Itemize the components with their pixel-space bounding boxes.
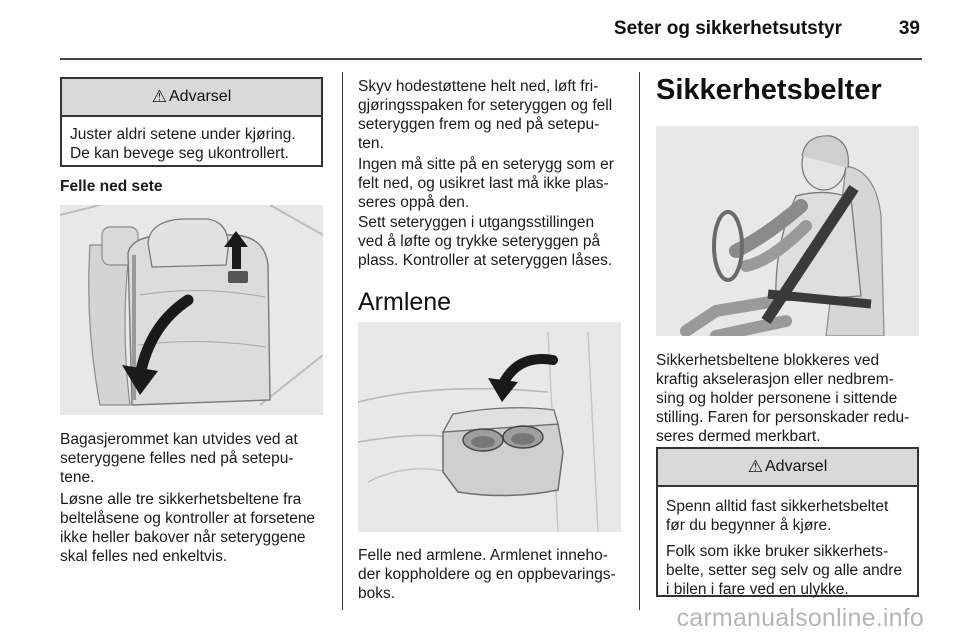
text-line: der koppholdere og en oppbevarings- xyxy=(358,566,616,583)
text-line: Spenn alltid fast sikkerhetsbeltet xyxy=(666,498,889,515)
warning-body xyxy=(658,487,917,607)
text-line: felt ned, og usikret last må ikke plas- xyxy=(358,175,609,192)
paragraph-headrest xyxy=(358,77,638,153)
text-line: belte, setter seg selv og alle andre xyxy=(666,562,903,579)
running-header-title: Seter og sikkerhetsutstyr xyxy=(613,18,842,39)
subheading-fold-seat: Felle ned sete xyxy=(60,178,163,195)
text-line: ikke heller bakover når seteryggene xyxy=(60,529,306,546)
warning-title: Advarsel xyxy=(765,458,828,475)
figure-seatbelt-driver xyxy=(656,126,919,336)
text-line: Felle ned armlene. Armlenet inneho- xyxy=(358,547,608,564)
text-line: seres oppå den. xyxy=(358,194,470,211)
paragraph-fold-armrest xyxy=(358,546,638,603)
text-line: Ingen må sitte på en seterygg som er xyxy=(358,156,614,173)
paragraph-restore-seat xyxy=(358,213,638,270)
text-line: seteryggen frem og ned på setepu- xyxy=(358,116,600,133)
column-divider-right xyxy=(639,72,640,610)
header-rule xyxy=(60,58,922,60)
warning-triangle-icon: ⚠ xyxy=(151,87,167,106)
heading-armrest: Armlene xyxy=(358,288,452,316)
paragraph-release-belts xyxy=(60,490,340,566)
text-line: beltelåsene og kontroller at forsetene xyxy=(60,510,316,527)
text-line: ten. xyxy=(358,135,384,152)
text-line: Bagasjerommet kan utvides ved at xyxy=(60,431,298,448)
warning-line: Juster aldri setene under kjøring. xyxy=(70,126,296,143)
text-line: seteryggene felles ned på setepu- xyxy=(60,450,294,467)
text-line: sing og holder personene i sittende xyxy=(656,390,898,407)
text-line: i bilen i fare ved en ulykke. xyxy=(666,581,849,598)
warning-box-seatbelt xyxy=(656,447,919,597)
text-line: seres dermed merkbart. xyxy=(656,428,821,445)
text-line: skal felles ned enkeltvis. xyxy=(60,548,228,565)
text-line: tene. xyxy=(60,469,95,486)
figure-armrest xyxy=(358,322,621,532)
text-line: plass. Kontroller at seteryggen låses. xyxy=(358,252,613,269)
page-number: 39 xyxy=(898,18,920,39)
text-line: Sett seteryggen i utgangsstillingen xyxy=(358,214,595,231)
column-divider-left xyxy=(342,72,343,610)
warning-title: Advarsel xyxy=(169,88,232,105)
text-line: gjøringsspaken for seteryggen og fell xyxy=(358,97,613,114)
text-line: Løsne alle tre sikkerhetsbeltene fra xyxy=(60,491,302,508)
warning-triangle-icon: ⚠ xyxy=(747,457,763,476)
text-line: ved å løfte og trykke seteryggen på xyxy=(358,233,601,250)
warning-header xyxy=(62,79,321,117)
watermark: carmanualsonline.info xyxy=(676,604,924,632)
text-line: før du begynner å kjøre. xyxy=(666,517,832,534)
text-line: Folk som ikke bruker sikkerhets- xyxy=(666,543,889,560)
text-line: stilling. Faren for personskader redu- xyxy=(656,409,910,426)
warning-body xyxy=(62,117,321,171)
paragraph-seatbelts xyxy=(656,351,941,446)
warning-line: De kan bevege seg ukontrollert. xyxy=(70,145,289,162)
paragraph-expand-trunk xyxy=(60,430,335,487)
text-line: kraftig akselerasjon eller nedbrem- xyxy=(656,371,894,388)
paragraph-no-sitting xyxy=(358,155,638,212)
warning-box-seat xyxy=(60,77,323,167)
text-line: Sikkerhetsbeltene blokkeres ved xyxy=(656,352,880,369)
figure-rear-seat-fold xyxy=(60,205,323,415)
warning-header xyxy=(658,449,917,487)
text-line: Skyv hodestøttene helt ned, løft fri- xyxy=(358,78,599,95)
text-line: boks. xyxy=(358,585,396,602)
heading-seatbelts: Sikkerhetsbelter xyxy=(656,74,882,106)
